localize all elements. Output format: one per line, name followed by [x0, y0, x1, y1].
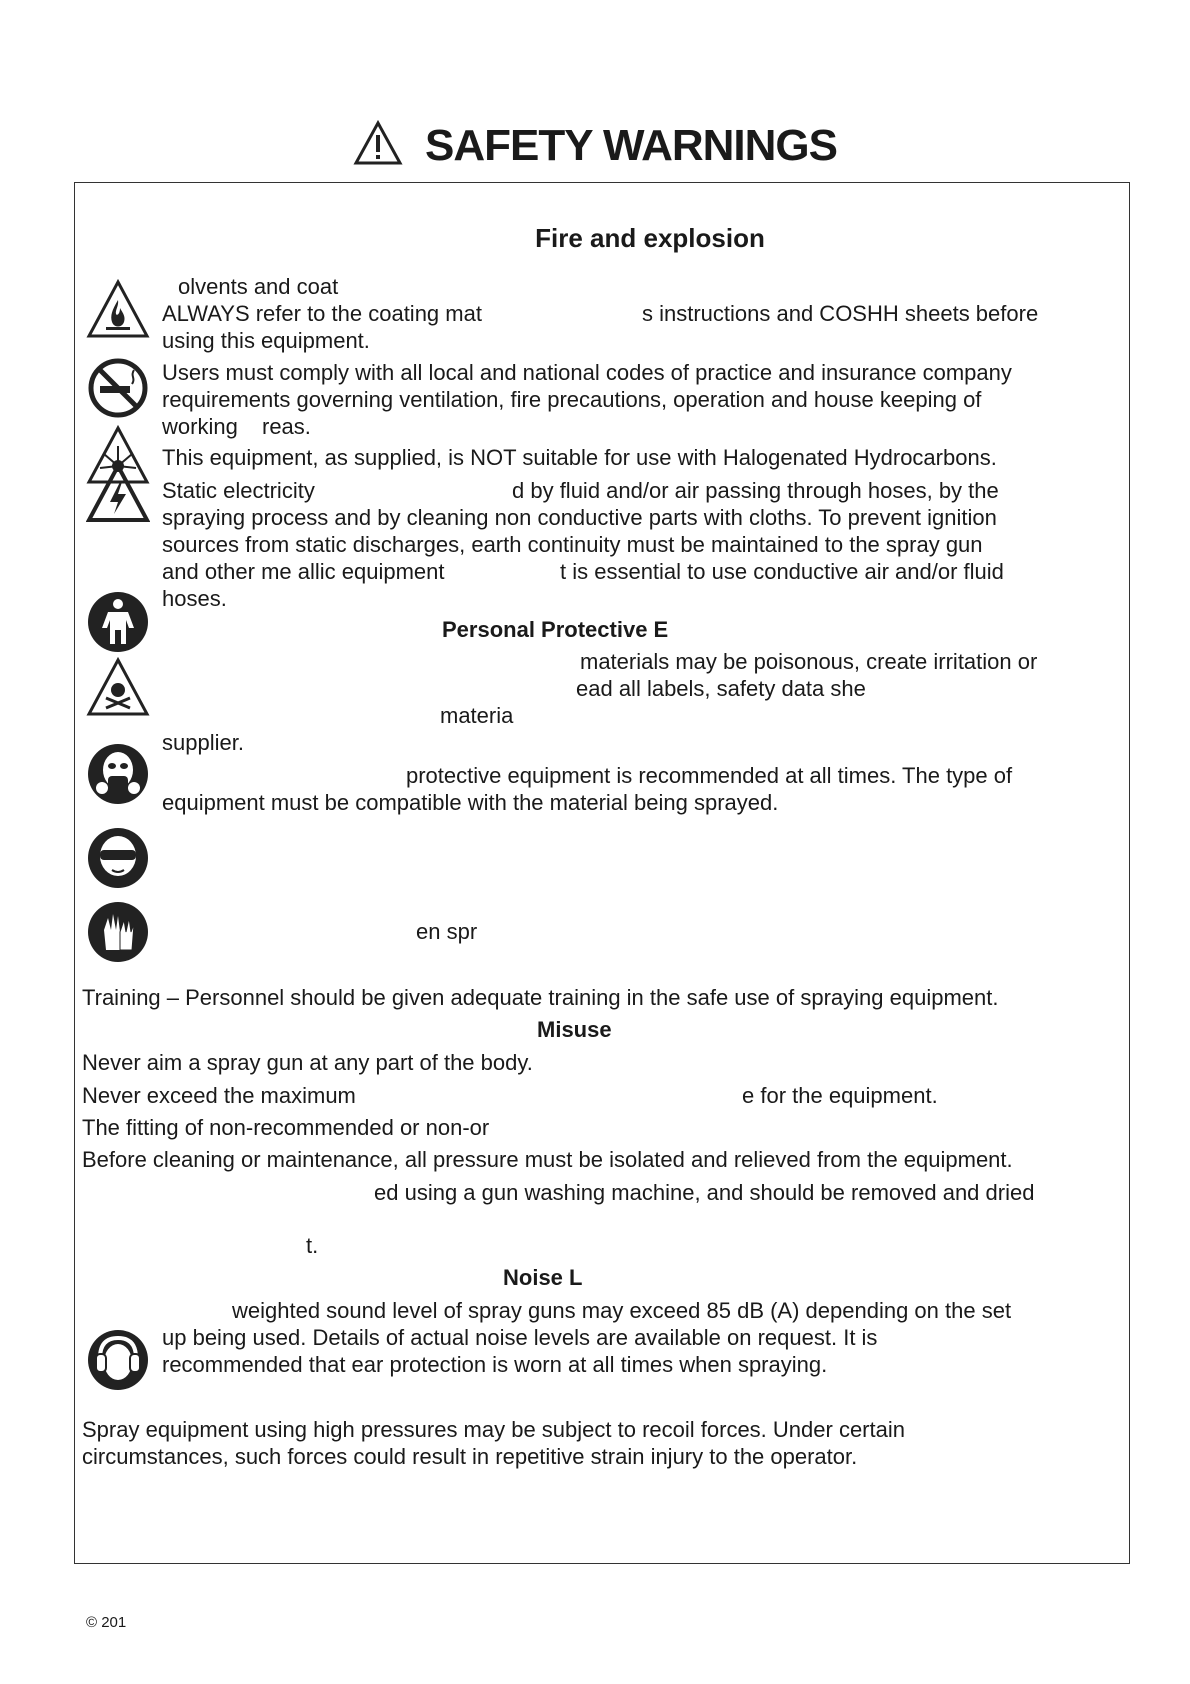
text-line: materials may be poisonous, create irritation or [580, 649, 1038, 674]
text-line: spraying process and by cleaning non conductive parts with cloths. To prevent ignition [162, 505, 997, 530]
text-line: t is essential to use conductive air and/or fluid [560, 559, 1004, 584]
section-heading-fire: Fire and explosion [535, 223, 765, 253]
gloves-icon [86, 900, 150, 964]
section-heading-misuse: Misuse [537, 1017, 612, 1042]
text-line: materia [440, 703, 514, 728]
text-line: and other me allic equipment [162, 559, 445, 584]
toxic-hazard-icon [86, 656, 150, 720]
text-line: hoses. [162, 586, 227, 611]
no-smoking-icon [86, 356, 150, 420]
text-line: protective equipment is recommended at all times. The type of [406, 763, 1013, 788]
text-line: t. [306, 1233, 319, 1258]
text-line: Training – Personnel should be given adequate training in the safe use of spraying equipment. [82, 985, 999, 1010]
eye-protection-icon [86, 826, 150, 890]
text-line: This equipment, as supplied, is NOT suitable for use with Halogenated Hydrocarbons. [162, 445, 997, 470]
text-line: s instructions and COSHH sheets before [642, 301, 1039, 326]
page-title: SAFETY WARNINGS [0, 118, 1190, 174]
text-line: working [162, 414, 238, 439]
text-line: circumstances, such forces could result in repetitive strain injury to the operator. [82, 1444, 858, 1469]
text-line: sources from static discharges, earth continuity must be maintained to the spray gun [162, 532, 983, 557]
text-line: en spr [416, 919, 478, 944]
text-line: reas. [262, 414, 311, 439]
section-heading-ppe: Personal Protective E [442, 617, 669, 642]
text-line: Before cleaning or maintenance, all pressure must be isolated and relieved from the equipment. [82, 1147, 1013, 1172]
text-line: ALWAYS refer to the coating mat [162, 301, 482, 326]
flammable-icon [86, 278, 150, 342]
respirator-icon [86, 742, 150, 806]
text-line: e for the equipment. [742, 1083, 938, 1108]
text-line: weighted sound level of spray guns may exceed 85 dB (A) depending on the set [232, 1298, 1012, 1323]
text-line: ead all labels, safety data she [576, 676, 866, 701]
text-line: The fitting of non-recommended or non-or [82, 1115, 490, 1140]
protective-clothing-icon [86, 590, 150, 654]
text-line: Never exceed the maximum [82, 1083, 356, 1108]
text-line: Static electricity [162, 478, 315, 503]
warning-triangle-icon [353, 120, 403, 166]
text-line: equipment must be compatible with the material being sprayed. [162, 790, 779, 815]
text-line: Spray equipment using high pressures may be subject to recoil forces. Under certain [82, 1417, 905, 1442]
section-heading-noise: Noise L [503, 1265, 583, 1290]
text-line: recommended that ear protection is worn at all times when spraying. [162, 1352, 828, 1377]
text-line: olvents and coat [178, 274, 339, 299]
electrical-hazard-icon [86, 462, 150, 526]
text-line: up being used. Details of actual noise levels are available on request. It is [162, 1325, 878, 1350]
ear-protection-icon [86, 1328, 150, 1392]
text-line: ed using a gun washing machine, and should be removed and dried [374, 1180, 1035, 1205]
text-line: Never aim a spray gun at any part of the body. [82, 1050, 533, 1075]
text-line: supplier. [162, 730, 244, 755]
text-line: Users must comply with all local and national codes of practice and insurance company [162, 360, 1012, 385]
copyright-footer: © 201 [86, 1614, 127, 1631]
text-line: requirements governing ventilation, fire precautions, operation and house keeping of [162, 387, 982, 412]
text-line: d by fluid and/or air passing through hoses, by the [512, 478, 999, 503]
text-line: using this equipment. [162, 328, 370, 353]
